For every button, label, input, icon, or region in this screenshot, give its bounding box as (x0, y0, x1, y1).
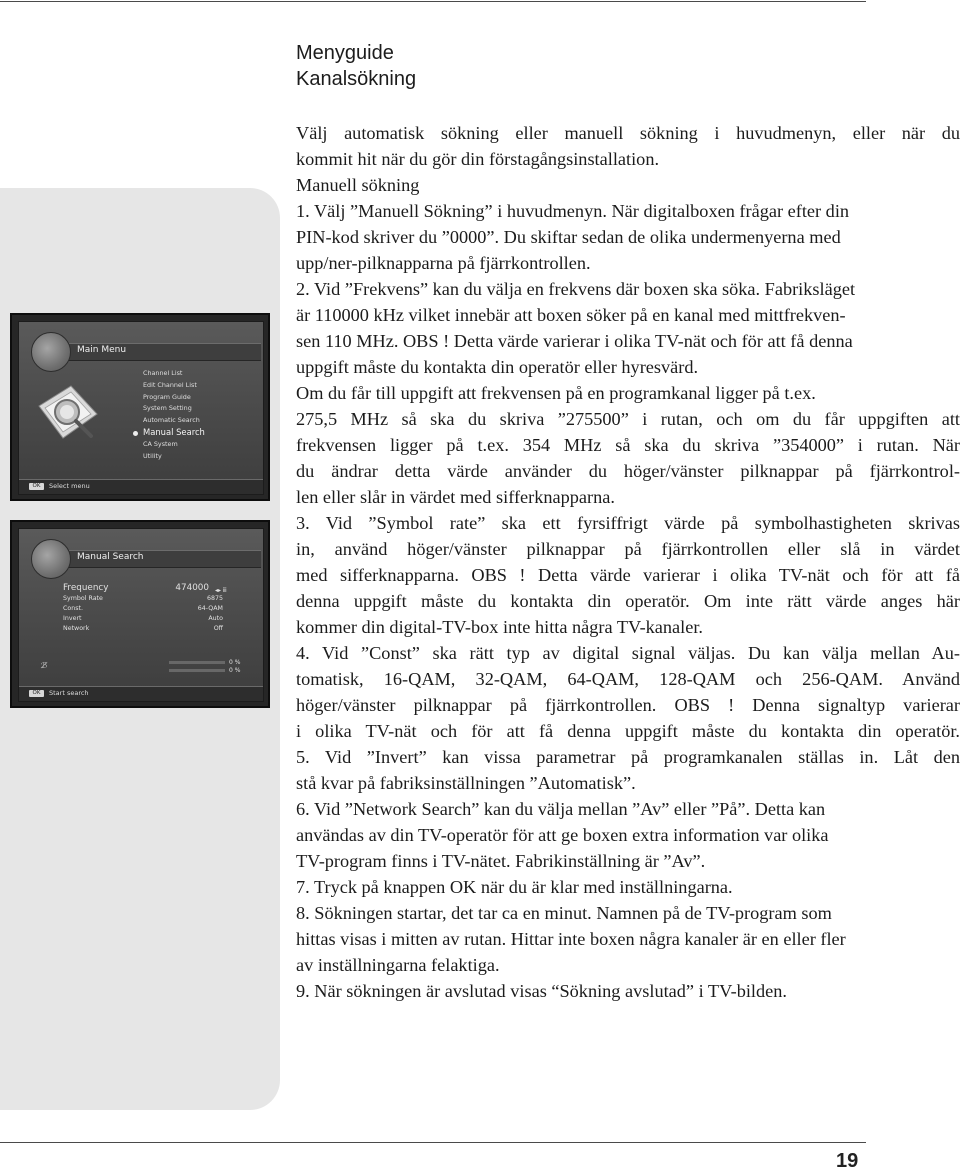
body-line: hittas visas i mitten av rutan. Hittar inte boxen några kanaler är en eller fler (296, 929, 846, 949)
screen-title: Main Menu (77, 345, 127, 355)
body-line: 5. Vid ”Invert” kan vissa parametrar på programkanalen ställas in. Låt den (296, 747, 960, 767)
body-line: Välj automatisk sökning eller manuell sökning i huvudmenyn, eller när du (296, 123, 960, 143)
ok-key-badge: OK (29, 483, 44, 490)
body-text (296, 120, 960, 1004)
body-line: höger/vänster pilknappar på fjärrkontrollen. OBS ! Denna signaltyp varierar (296, 695, 960, 715)
body-line: användas av din TV-operatör för att ge boxen extra information var olika (296, 825, 829, 845)
channel-logo-icon: ℬ̸ (41, 661, 48, 670)
body-line: i olika TV-nät och för att få denna uppgift måste du kontakta din operatör. (296, 721, 960, 741)
body-line: denna uppgift måste du kontakta din operatör. Om inte rätt värde anges här (296, 591, 960, 611)
body-line: uppgift måste du kontakta din operatör eller hyresvärd. (296, 357, 699, 377)
brand-logo-icon (31, 539, 71, 579)
row-value: 64-QAM (197, 605, 223, 612)
row-value: 6875 (206, 595, 223, 602)
body-line: 6. Vid ”Network Search” kan du välja mellan ”Av” eller ”På”. Detta kan (296, 799, 826, 819)
menu-item[interactable]: CA System (143, 439, 178, 448)
frequency-value: 474000 (175, 583, 209, 593)
body-line: av inställningarna felaktiga. (296, 955, 500, 975)
body-line: 2. Vid ”Frekvens” kan du välja en frekvens där boxen ska söka. Fabriksläget (296, 279, 856, 299)
menu-item[interactable]: Edit Channel List (143, 380, 197, 389)
top-rule (0, 1, 866, 2)
screen-footer (19, 686, 263, 701)
progress-bar (169, 661, 225, 664)
row-label: Network (63, 625, 90, 632)
search-illustration-icon (33, 380, 103, 444)
section-label: Menyguide (296, 42, 394, 64)
footer-hint: Select menu (49, 482, 90, 490)
body-line: 8. Sökningen startar, det tar ca en minut. Namnen på de TV-program som (296, 903, 832, 923)
progress-bar (169, 669, 225, 672)
progress-percent: 0 % (229, 659, 241, 666)
body-line: kommit hit när du gör din förstagångsinstallation. (296, 149, 660, 169)
manual-search-screenshot (10, 520, 270, 708)
body-line: stå kvar på fabriksinställningen ”Automatisk”. (296, 773, 636, 793)
row-value: Auto (208, 615, 223, 622)
body-line: tomatisk, 16-QAM, 32-QAM, 64-QAM, 128-QAM och 256-QAM. Använd (296, 669, 960, 689)
main-menu-screenshot (10, 313, 270, 501)
body-line: kommer din digital-TV-box inte hitta några TV-kanaler. (296, 617, 704, 637)
progress-percent: 0 % (229, 667, 241, 674)
body-line: 7. Tryck på knappen OK när du är klar med inställningarna. (296, 877, 733, 897)
ok-key-badge: OK (29, 690, 44, 697)
menu-item[interactable]: Program Guide (143, 392, 191, 401)
bottom-rule (0, 1142, 866, 1143)
menu-item[interactable]: System Setting (143, 404, 192, 413)
row-value: Off (213, 625, 223, 632)
progress-top (169, 659, 240, 666)
left-right-arrows-icon: ◂▸ ⅲ (215, 587, 227, 594)
footer-hint: Start search (49, 689, 89, 697)
body-line: Om du får till uppgift att frekvensen på en programkanal ligger på t.ex. (296, 383, 816, 403)
selection-bullet-icon (133, 431, 138, 436)
menu-item[interactable]: Channel List (143, 369, 183, 377)
brand-logo-icon (31, 332, 71, 372)
main-menu-screen (18, 321, 264, 495)
body-line: in, använd höger/vänster pilknappar på fjärrkontrollen eller slå in värdet (296, 539, 960, 559)
body-line: TV-program finns i TV-nätet. Fabrikinställning är ”Av”. (296, 851, 706, 871)
menu-item[interactable]: Utility (143, 451, 162, 460)
body-line: PIN-kod skriver du ”0000”. Du skiftar sedan de olika undermenyerna med (296, 227, 841, 247)
row-label: Invert (63, 615, 82, 622)
manual-search-screen (18, 528, 264, 702)
page-number: 19 (836, 1150, 859, 1172)
progress-bottom (169, 667, 240, 674)
body-line: Manuell sökning (296, 175, 420, 195)
screen-title: Manual Search (77, 552, 144, 562)
page-title: Kanalsökning (296, 68, 417, 90)
body-line: 9. När sökningen är avslutad visas “Sökning avslutad” i TV-bilden. (296, 981, 787, 1001)
body-line: 1. Välj ”Manuell Sökning” i huvudmenyn. När digitalboxen frågar efter din (296, 201, 850, 221)
body-line: 275,5 MHz så ska du skriva ”275500” i rutan, och om du får uppgiften att (296, 409, 960, 429)
body-line: 3. Vid ”Symbol rate” ska ett fyrsiffrigt värde på symbolhastigheten skrivas (296, 513, 960, 533)
row-label: Const. (63, 605, 83, 612)
body-line: len eller slår in värdet med sifferknapparna. (296, 487, 615, 507)
body-line: är 110000 kHz vilket innebär att boxen söker på en kanal med mittfrekven- (296, 305, 846, 325)
body-line: upp/ner-pilknapparna på fjärrkontrollen. (296, 253, 591, 273)
menu-list (143, 368, 205, 462)
body-line: frekvensen ligger på t.ex. 354 MHz så ska du skriva ”354000” i rutan. När (296, 435, 960, 455)
menu-item-selected[interactable]: Manual Search (143, 426, 205, 437)
body-line: med sifferknapparna. OBS ! Detta värde varierar i olika TV-nät och för att få (296, 565, 960, 585)
body-line: du ändrar detta värde använder du höger/vänster pilknappar på fjärrkontrol- (296, 461, 960, 481)
menu-item[interactable]: Automatic Search (143, 416, 200, 425)
body-line: sen 110 MHz. OBS ! Detta värde varierar i olika TV-nät och för att få denna (296, 331, 853, 351)
body-line: 4. Vid ”Const” ska rätt typ av digital signal väljas. Du kan välja mellan Au- (296, 643, 960, 663)
frequency-label: Frequency (63, 583, 109, 593)
row-label: Symbol Rate (63, 595, 103, 602)
screen-footer (19, 479, 263, 494)
